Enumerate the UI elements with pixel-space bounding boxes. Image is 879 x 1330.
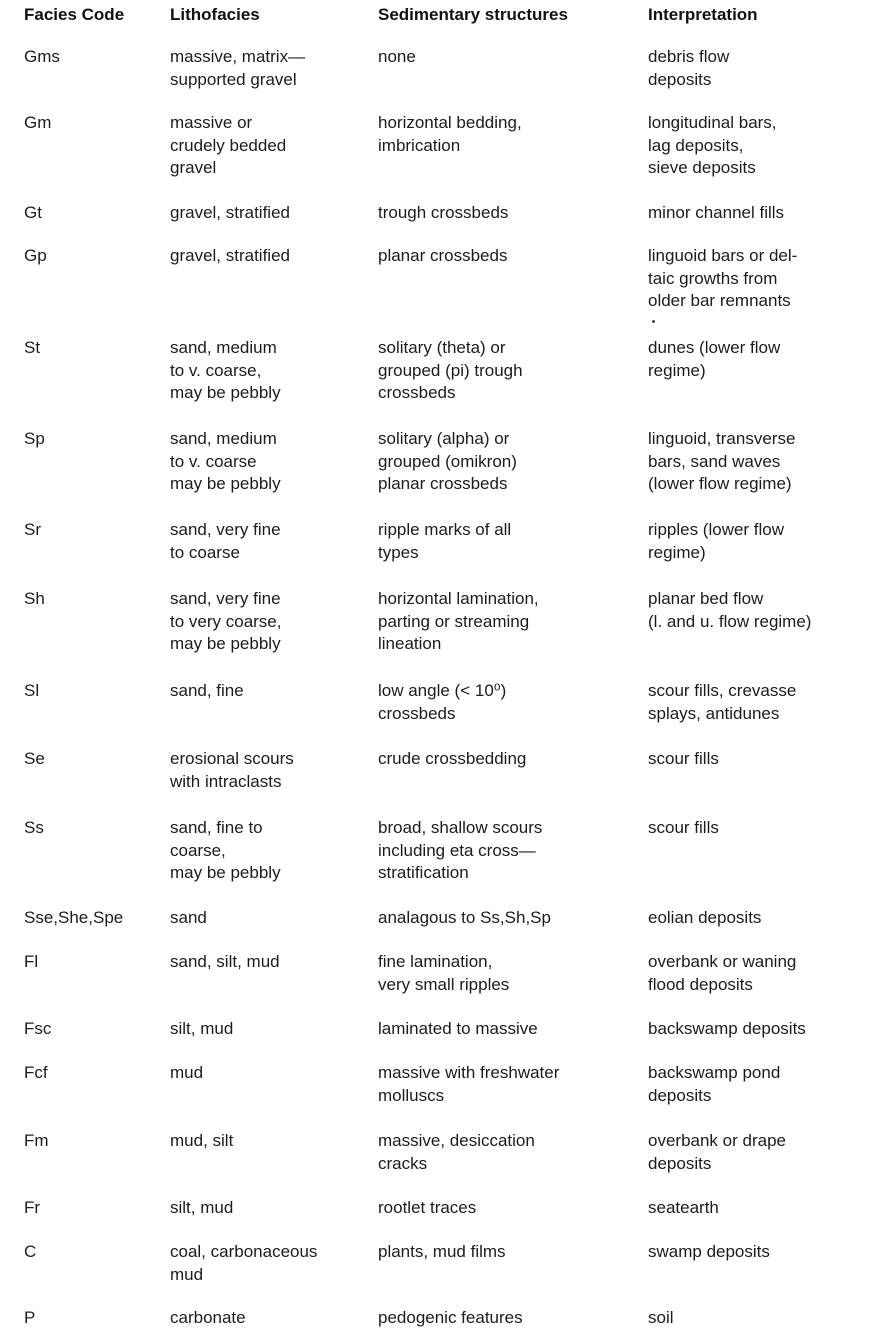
lithofacies-cell: gravel, stratified bbox=[170, 246, 290, 265]
lithofacies-cell: coal, carbonaceous mud bbox=[170, 1242, 318, 1284]
structures-cell: laminated to massive bbox=[378, 1019, 538, 1038]
table-header bbox=[0, 4, 879, 30]
structures-cell: horizontal bedding, imbrication bbox=[378, 113, 522, 155]
interpretation-cell: overbank or drape deposits bbox=[648, 1131, 786, 1173]
facies-code-cell: Sr bbox=[24, 520, 41, 539]
structures-cell: crude crossbedding bbox=[378, 749, 527, 768]
interpretation-cell: debris flow deposits bbox=[648, 47, 730, 89]
interpretation-cell: eolian deposits bbox=[648, 908, 762, 927]
lithofacies-cell: silt, mud bbox=[170, 1198, 234, 1217]
interpretation-cell: seatearth bbox=[648, 1198, 719, 1217]
structures-cell: broad, shallow scours including eta cross— stratification bbox=[378, 818, 543, 882]
facies-code-cell: Sl bbox=[24, 681, 40, 700]
facies-code-cell: Fcf bbox=[24, 1063, 48, 1082]
lithofacies-cell: gravel, stratified bbox=[170, 203, 290, 222]
interpretation-cell: longitudinal bars, lag deposits, sieve deposits bbox=[648, 113, 777, 177]
lithofacies-cell: massive or crudely bedded gravel bbox=[170, 113, 287, 177]
lithofacies-cell: silt, mud bbox=[170, 1019, 234, 1038]
header-facies-code: Facies Code bbox=[24, 5, 125, 24]
lithofacies-cell: mud, silt bbox=[170, 1131, 234, 1150]
lithofacies-cell: sand bbox=[170, 908, 207, 927]
interpretation-cell: backswamp pond deposits bbox=[648, 1063, 781, 1105]
lithofacies-cell: sand, fine bbox=[170, 681, 244, 700]
interpretation-cell: linguoid, transverse bars, sand waves (lower flow regime) bbox=[648, 429, 796, 493]
interpretation-cell: soil bbox=[648, 1308, 674, 1327]
structures-cell: fine lamination, very small ripples bbox=[378, 952, 510, 994]
interpretation-cell: scour fills bbox=[648, 749, 719, 768]
lithofacies-cell: mud bbox=[170, 1063, 204, 1082]
lithofacies-cell: sand, very fine to very coarse, may be pebbly bbox=[170, 589, 282, 653]
interpretation-cell: swamp deposits bbox=[648, 1242, 770, 1261]
interpretation-cell: ripples (lower flow regime) bbox=[648, 520, 785, 562]
lithofacies-cell: sand, very fine to coarse bbox=[170, 520, 281, 562]
facies-code-cell: Gms bbox=[24, 47, 60, 66]
facies-code-cell: Se bbox=[24, 749, 45, 768]
interpretation-cell: scour fills, crevasse splays, antidunes bbox=[648, 681, 797, 723]
interpretation-cell: overbank or waning flood deposits bbox=[648, 952, 797, 994]
structures-cell: planar crossbeds bbox=[378, 246, 508, 265]
facies-code-cell: Gm bbox=[24, 113, 52, 132]
facies-code-cell: Sse,She,Spe bbox=[24, 908, 124, 927]
interpretation-cell: planar bed flow (l. and u. flow regime) bbox=[648, 589, 812, 631]
interpretation-cell: linguoid bars or del- taic growths from older bar remnants bbox=[648, 246, 798, 310]
interpretation-cell: dunes (lower flow regime) bbox=[648, 338, 781, 380]
header-lithofacies: Lithofacies bbox=[170, 5, 260, 24]
structures-cell: none bbox=[378, 47, 416, 66]
facies-code-cell: P bbox=[24, 1308, 36, 1327]
lithofacies-cell: sand, medium to v. coarse, may be pebbly bbox=[170, 338, 281, 402]
lithofacies-cell: massive, matrix— supported gravel bbox=[170, 47, 306, 89]
interpretation-cell: minor channel fills bbox=[648, 203, 785, 222]
facies-code-cell: Fl bbox=[24, 952, 39, 971]
structures-cell: trough crossbeds bbox=[378, 203, 509, 222]
structures-cell: pedogenic features bbox=[378, 1308, 523, 1327]
structures-cell: massive with freshwater molluscs bbox=[378, 1063, 560, 1105]
structures-cell: plants, mud films bbox=[378, 1242, 506, 1261]
facies-code-cell: Sp bbox=[24, 429, 45, 448]
structures-cell: ripple marks of all types bbox=[378, 520, 512, 562]
facies-code-cell: St bbox=[24, 338, 41, 357]
facies-code-cell: Fr bbox=[24, 1198, 41, 1217]
structures-cell: low angle (< 10⁰) crossbeds bbox=[378, 681, 507, 723]
interpretation-cell: backswamp deposits bbox=[648, 1019, 806, 1038]
facies-code-cell: Sh bbox=[24, 589, 45, 608]
structures-cell: solitary (alpha) or grouped (omikron) planar crossbeds bbox=[378, 429, 517, 493]
lithofacies-cell: sand, fine to coarse, may be pebbly bbox=[170, 818, 281, 882]
lithofacies-cell: erosional scours with intraclasts bbox=[170, 749, 294, 791]
structures-cell: solitary (theta) or grouped (pi) trough crossbeds bbox=[378, 338, 523, 402]
facies-code-cell: Ss bbox=[24, 818, 44, 837]
structures-cell: massive, desiccation cracks bbox=[378, 1131, 535, 1173]
lithofacies-cell: carbonate bbox=[170, 1308, 246, 1327]
facies-code-cell: Gp bbox=[24, 246, 47, 265]
structures-cell: rootlet traces bbox=[378, 1198, 477, 1217]
interpretation-cell: scour fills bbox=[648, 818, 719, 837]
structures-cell: analagous to Ss,Sh,Sp bbox=[378, 908, 551, 927]
header-sedimentary-structures: Sedimentary structures bbox=[378, 5, 568, 24]
stray-dot-mark bbox=[652, 320, 655, 323]
facies-code-cell: Fsc bbox=[24, 1019, 52, 1038]
facies-code-cell: C bbox=[24, 1242, 37, 1261]
lithofacies-cell: sand, medium to v. coarse may be pebbly bbox=[170, 429, 281, 493]
header-interpretation: Interpretation bbox=[648, 5, 758, 24]
facies-code-cell: Fm bbox=[24, 1131, 49, 1150]
facies-code-cell: Gt bbox=[24, 203, 42, 222]
structures-cell: horizontal lamination, parting or streaming lineation bbox=[378, 589, 539, 653]
lithofacies-cell: sand, silt, mud bbox=[170, 952, 280, 971]
